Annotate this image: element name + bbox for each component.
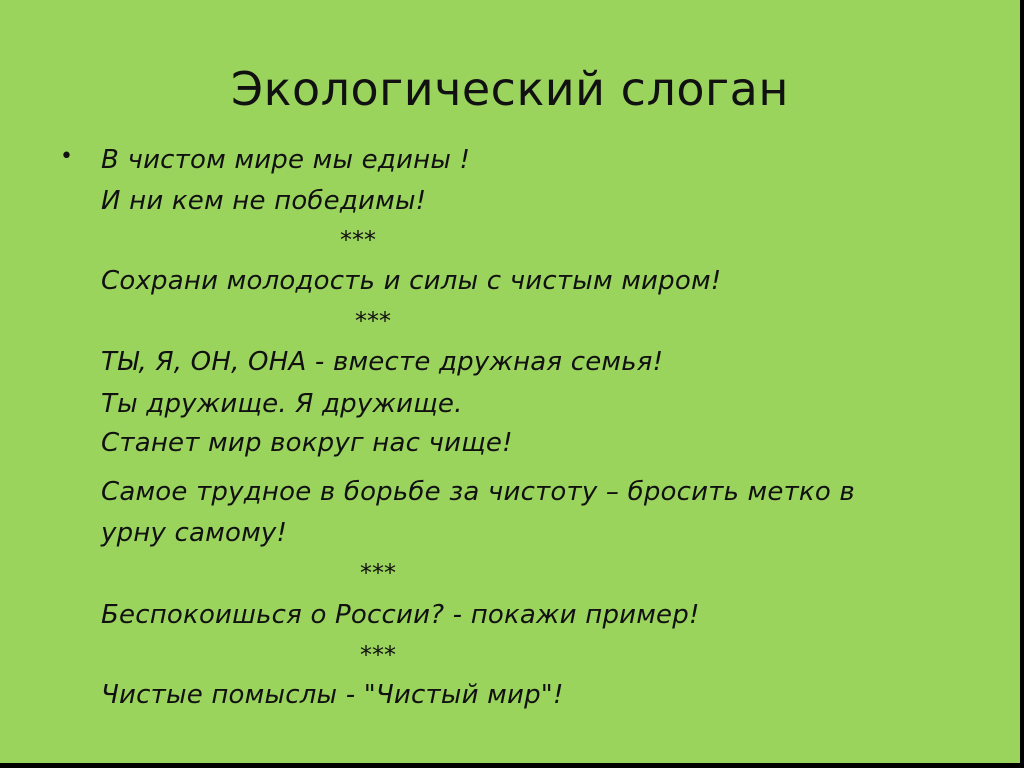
- slogan-line: Сохрани молодость и силы с чистым миром!: [101, 266, 722, 296]
- slogan-line: урну самому!: [101, 518, 288, 548]
- separator-stars: ***: [360, 559, 396, 587]
- slogan-line: ТЫ, Я, ОН, ОНА - вместе дружная семья!: [101, 347, 664, 377]
- slogan-line: Чистые помыслы - "Чистый мир"!: [101, 680, 564, 710]
- slogan-line: Самое трудное в борьбе за чистоту – бросить метко в: [101, 477, 855, 507]
- slide-title: Экологический слоган: [231, 62, 789, 116]
- bullet-marker: •: [60, 144, 73, 169]
- separator-stars: ***: [355, 307, 391, 335]
- slogan-line: Беспокоишься о России? - покажи пример!: [101, 600, 700, 630]
- slogan-line: И ни кем не победимы!: [101, 186, 427, 216]
- slogan-line: В чистом мире мы едины !: [101, 145, 471, 175]
- slogan-line: Станет мир вокруг нас чище!: [101, 428, 513, 458]
- separator-stars: ***: [360, 641, 396, 669]
- separator-stars: ***: [340, 226, 376, 254]
- slogan-line: Ты дружище. Я дружище.: [101, 389, 463, 419]
